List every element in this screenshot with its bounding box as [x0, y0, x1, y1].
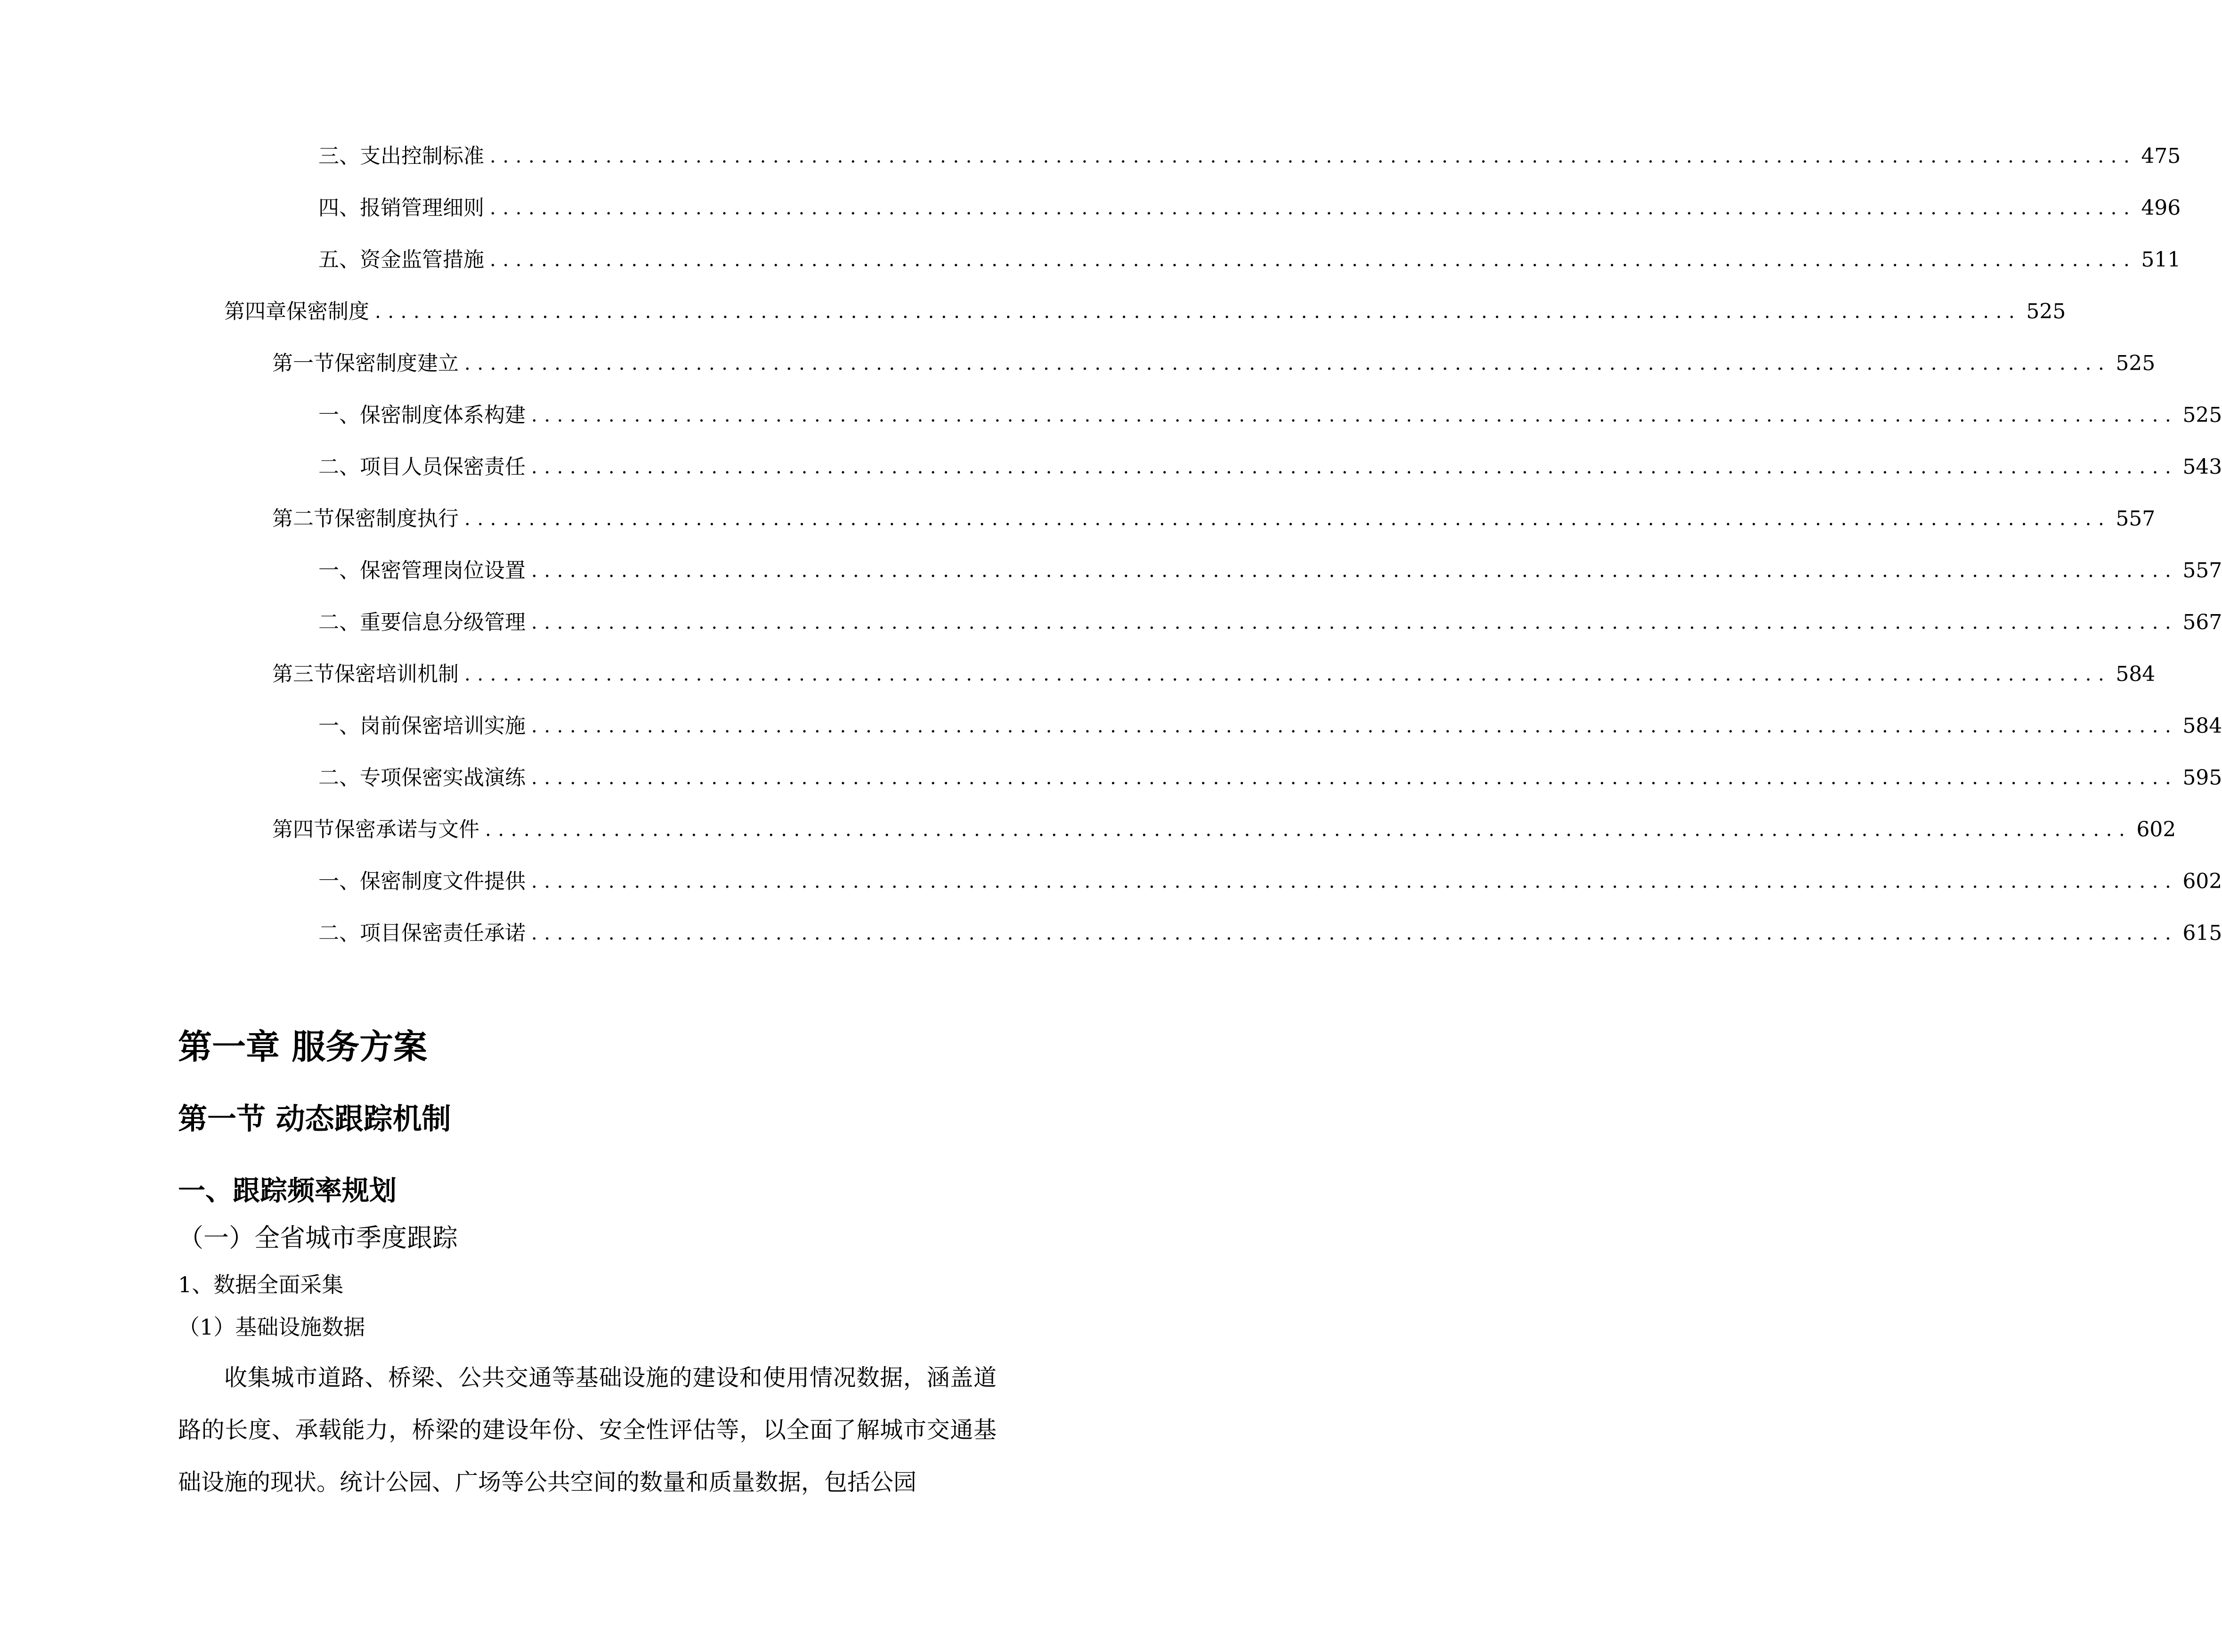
toc-entry-title: 资金监管措施 [360, 248, 484, 272]
toc-entry-number: 一、 [318, 869, 360, 893]
toc-entry[interactable] [318, 453, 2222, 481]
toc-entry-number: 一、 [318, 403, 360, 427]
toc-entry[interactable] [318, 142, 2181, 170]
toc-entry-page: 595 [2182, 766, 2222, 790]
toc-entry[interactable] [318, 557, 2222, 585]
subsection-heading: 一、跟踪频率规划 [178, 1174, 397, 1207]
toc-entry-number: 二、 [318, 455, 360, 479]
toc-entry-number: 二、 [318, 766, 360, 790]
toc-dot-leader: ................................................................................................................................ [531, 456, 2178, 478]
toc-dot-leader: ................................................................................................................................ [490, 249, 2137, 271]
toc-entry-title: 保密管理岗位设置 [360, 559, 526, 583]
toc-dot-leader: ................................................................................................................................ [375, 301, 2022, 323]
toc-entry-page: 525 [2182, 403, 2222, 427]
toc-entry-number: 第四章 [224, 300, 286, 324]
toc-entry-page: 602 [2182, 869, 2222, 893]
toc-entry-number: 二、 [318, 610, 360, 634]
toc-dot-leader: ................................................................................................................................ [464, 664, 2111, 685]
toc-entry-title: 保密培训机制 [334, 662, 459, 686]
toc-entry-number: 第二节 [272, 507, 334, 531]
toc-entry-title: 保密制度建立 [334, 351, 459, 375]
toc-entry-page: 496 [2141, 196, 2181, 220]
toc-entry-chapter[interactable] [224, 298, 2066, 326]
toc-entry-page: 475 [2141, 144, 2181, 168]
toc-dot-leader: ................................................................................................................................ [485, 819, 2132, 841]
toc-entry-title: 报销管理细则 [360, 196, 484, 220]
paren-heading: （一）全省城市季度跟踪 [178, 1223, 458, 1253]
toc-entry-title: 项目人员保密责任 [360, 455, 526, 479]
item-heading: 1、数据全面采集 [178, 1272, 344, 1297]
toc-entry-page: 557 [2116, 507, 2156, 531]
toc-entry-number: 第三节 [272, 662, 334, 686]
toc-entry-title: 保密制度文件提供 [360, 869, 526, 893]
toc-dot-leader: ................................................................................................................................ [531, 767, 2178, 789]
toc-dot-leader: ................................................................................................................................ [531, 871, 2178, 892]
toc-dot-leader: ................................................................................................................................ [464, 353, 2111, 374]
toc-entry-title: 专项保密实战演练 [360, 766, 526, 790]
toc-entry-section[interactable] [272, 816, 2176, 844]
toc-entry-number: 四、 [318, 196, 360, 220]
subitem-heading: （1）基础设施数据 [178, 1314, 365, 1340]
toc-entry-number: 第四节 [272, 818, 334, 842]
toc-dot-leader: ................................................................................................................................ [490, 197, 2137, 219]
toc-entry-page: 567 [2182, 610, 2222, 634]
toc-entry-title: 项目保密责任承诺 [360, 921, 526, 945]
toc-entry-title: 岗前保密培训实施 [360, 714, 526, 738]
toc-dot-leader: ................................................................................................................................ [531, 612, 2178, 633]
body-paragraph: 收集城市道路、桥梁、公共交通等基础设施的建设和使用情况数据，涵盖道路的长度、承载能力，桥梁的建设年份、安全性评估等，以全面了解城市交通基础设施的现状。统计公园、广场等公共空间的数量和质量数据，包括公园 [178, 1364, 997, 1496]
toc-entry-title: 保密承诺与文件 [334, 818, 479, 842]
toc-entry-number: 三、 [318, 144, 360, 168]
toc-entry[interactable] [318, 712, 2222, 740]
section-heading: 第一节 动态跟踪机制 [178, 1101, 451, 1136]
toc-entry-section[interactable] [272, 505, 2156, 533]
toc-entry-number: 一、 [318, 714, 360, 738]
toc-dot-leader: ................................................................................................................................ [531, 923, 2178, 944]
toc-entry-title: 保密制度 [286, 300, 369, 324]
toc-entry-page: 525 [2026, 300, 2066, 324]
toc-entry-page: 584 [2182, 714, 2222, 738]
toc-entry[interactable] [318, 867, 2222, 896]
toc-dot-leader: ................................................................................................................................ [464, 508, 2111, 530]
toc-entry[interactable] [318, 764, 2222, 792]
toc-entry-page: 511 [2141, 248, 2181, 272]
toc-dot-leader: ................................................................................................................................ [531, 560, 2178, 582]
toc-entry-page: 525 [2116, 351, 2156, 375]
toc-entry-page: 543 [2182, 455, 2222, 479]
toc-entry-page: 557 [2182, 559, 2222, 583]
toc-entry-section[interactable] [272, 349, 2156, 378]
toc-dot-leader: ................................................................................................................................ [531, 405, 2178, 426]
toc-entry-number: 二、 [318, 921, 360, 945]
toc-entry-title: 保密制度体系构建 [360, 403, 526, 427]
toc-entry[interactable] [318, 246, 2181, 274]
toc-entry-number: 一、 [318, 559, 360, 583]
toc-entry-page: 584 [2116, 662, 2156, 686]
toc-entry-number: 第一节 [272, 351, 334, 375]
toc-entry-title: 支出控制标准 [360, 144, 484, 168]
toc-entry-title: 重要信息分级管理 [360, 610, 526, 634]
toc-entry-title: 保密制度执行 [334, 507, 459, 531]
toc-entry[interactable] [318, 919, 2222, 947]
toc-entry[interactable] [318, 194, 2181, 222]
toc-entry-page: 615 [2182, 921, 2222, 945]
toc-entry-page: 602 [2136, 818, 2176, 842]
toc-entry[interactable] [318, 608, 2222, 637]
toc-entry-number: 五、 [318, 248, 360, 272]
toc-dot-leader: ................................................................................................................................ [490, 146, 2137, 167]
toc-entry[interactable] [318, 401, 2222, 429]
toc-entry-section[interactable] [272, 660, 2156, 688]
toc-dot-leader: ................................................................................................................................ [531, 715, 2178, 737]
chapter-heading: 第一章 服务方案 [178, 1027, 428, 1067]
